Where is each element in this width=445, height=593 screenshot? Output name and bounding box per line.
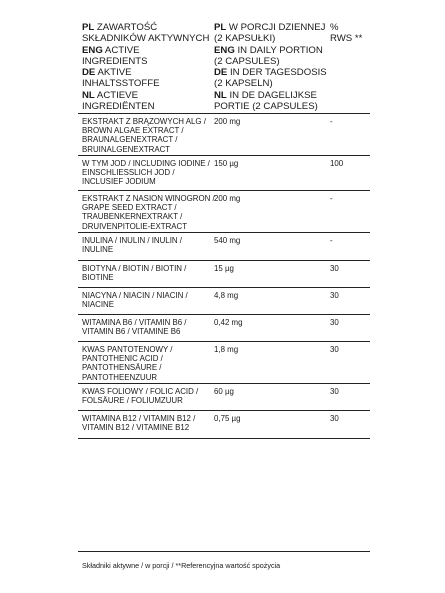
header-line: PL ZAWARTOŚĆ <box>82 22 158 33</box>
ingredient-rws: 30 <box>330 387 339 396</box>
table-row <box>78 232 370 260</box>
ingredient-amount: 200 mg <box>214 194 241 203</box>
table-row <box>78 314 370 341</box>
ingredient-rws: 30 <box>330 318 339 327</box>
header-line: % <box>330 22 339 33</box>
ingredient-rws: - <box>330 236 333 245</box>
ingredient-amount: 1,8 mg <box>214 345 239 354</box>
ingredient-name: KWAS FOLIOWY / FOLIC ACID / FOLSÄURE / FOLIUMZUUR <box>82 387 199 406</box>
ingredient-amount: 150 µg <box>214 159 239 168</box>
ingredient-name: KWAS PANTOTENOWY / PANTOTHENIC ACID / PANTOTHENSÄURE / PANTOTHEENZUUR <box>82 345 173 382</box>
ingredient-amount: 0,42 mg <box>214 318 243 327</box>
ingredient-name: WITAMINA B6 / VITAMIN B6 / VITAMIN B6 / VITAMINE B6 <box>82 318 187 337</box>
header-line: INGREDIENTS <box>82 55 148 67</box>
ingredient-rws: 30 <box>330 345 339 354</box>
ingredient-amount: 0,75 µg <box>214 414 241 423</box>
header-line: (2 CAPSULES) <box>214 55 280 67</box>
ingredient-name: NIACYNA / NIACIN / NIACIN / NIACINE <box>82 291 188 310</box>
table-row <box>78 260 370 287</box>
header-line: DE IN DER TAGESDOSIS <box>214 67 327 79</box>
header-line: PORTIE (2 CAPSULES) <box>214 101 318 113</box>
header-line: RWS ** <box>330 33 363 45</box>
ingredient-amount: 4,8 mg <box>214 291 239 300</box>
ingredient-name: INULINA / INULIN / INULIN / INULINE <box>82 236 182 255</box>
ingredient-name: BIOTYNA / BIOTIN / BIOTIN / BIOTINE <box>82 264 187 283</box>
ingredient-rws: 30 <box>330 414 339 423</box>
header-line: PL W PORCJI DZIENNEJ <box>214 22 326 33</box>
table-row <box>78 287 370 314</box>
footer-rule <box>78 551 370 552</box>
header-daily-portion <box>214 22 326 112</box>
ingredient-rws: - <box>330 117 333 126</box>
ingredient-name: EKSTRAKT Z BRĄZOWYCH ALG / BROWN ALGAE EXTRACT / BRAUNALGENEXTRACT / BRUINALGENEXTRACT <box>82 117 206 154</box>
ingredient-name: EKSTRAKT Z NASION WINOGRON / GRAPE SEED EXTRACT / TRAUBENKERNEXTRAKT / DRUIVENPITOLIE-EXTRACT <box>82 194 215 231</box>
table-row <box>78 383 370 410</box>
table-row <box>78 341 370 383</box>
ingredient-amount: 540 mg <box>214 236 241 245</box>
ingredient-rws: 100 <box>330 159 344 168</box>
ingredient-name: W TYM JOD / INCLUDING IODINE / EINSCHLIESSLICH JOD / INCLUSIEF JODIUM <box>82 159 210 187</box>
ingredient-amount: 60 µg <box>214 387 234 396</box>
header-ingredients <box>82 22 210 112</box>
header-line: DE AKTIVE <box>82 67 132 79</box>
ingredient-rws: - <box>330 194 333 203</box>
footer-note: Składniki aktywne / w porcji / **Referencyjna wartość spożycia <box>82 561 281 570</box>
header-line: (2 KAPSUŁKI) <box>214 33 276 45</box>
ingredient-rws: 30 <box>330 264 339 273</box>
header-line: ENG ACTIVE <box>82 44 140 56</box>
ingredient-name: WITAMINA B12 / VITAMIN B12 / VITAMIN B12 / VITAMINE B12 <box>82 414 196 433</box>
header-line: (2 KAPSELN) <box>214 78 273 90</box>
header-line: INHALTSSTOFFE <box>82 78 160 90</box>
header-line: INGREDIËNTEN <box>82 101 155 113</box>
table-row <box>78 113 370 155</box>
table-row <box>78 190 370 232</box>
header-rws <box>330 22 370 45</box>
table-row <box>78 155 370 190</box>
header-line: NL ACTIEVE <box>82 89 138 101</box>
ingredient-amount: 15 µg <box>214 264 234 273</box>
header-line: SKŁADNIKÓW AKTYWNYCH <box>82 33 210 45</box>
row-divider <box>78 438 370 439</box>
ingredient-amount: 200 mg <box>214 117 241 126</box>
ingredient-rws: 30 <box>330 291 339 300</box>
header-line: NL IN DE DAGELIJKSE <box>214 89 317 101</box>
header-line: ENG IN DAILY PORTION <box>214 44 323 56</box>
table-row <box>78 410 370 438</box>
